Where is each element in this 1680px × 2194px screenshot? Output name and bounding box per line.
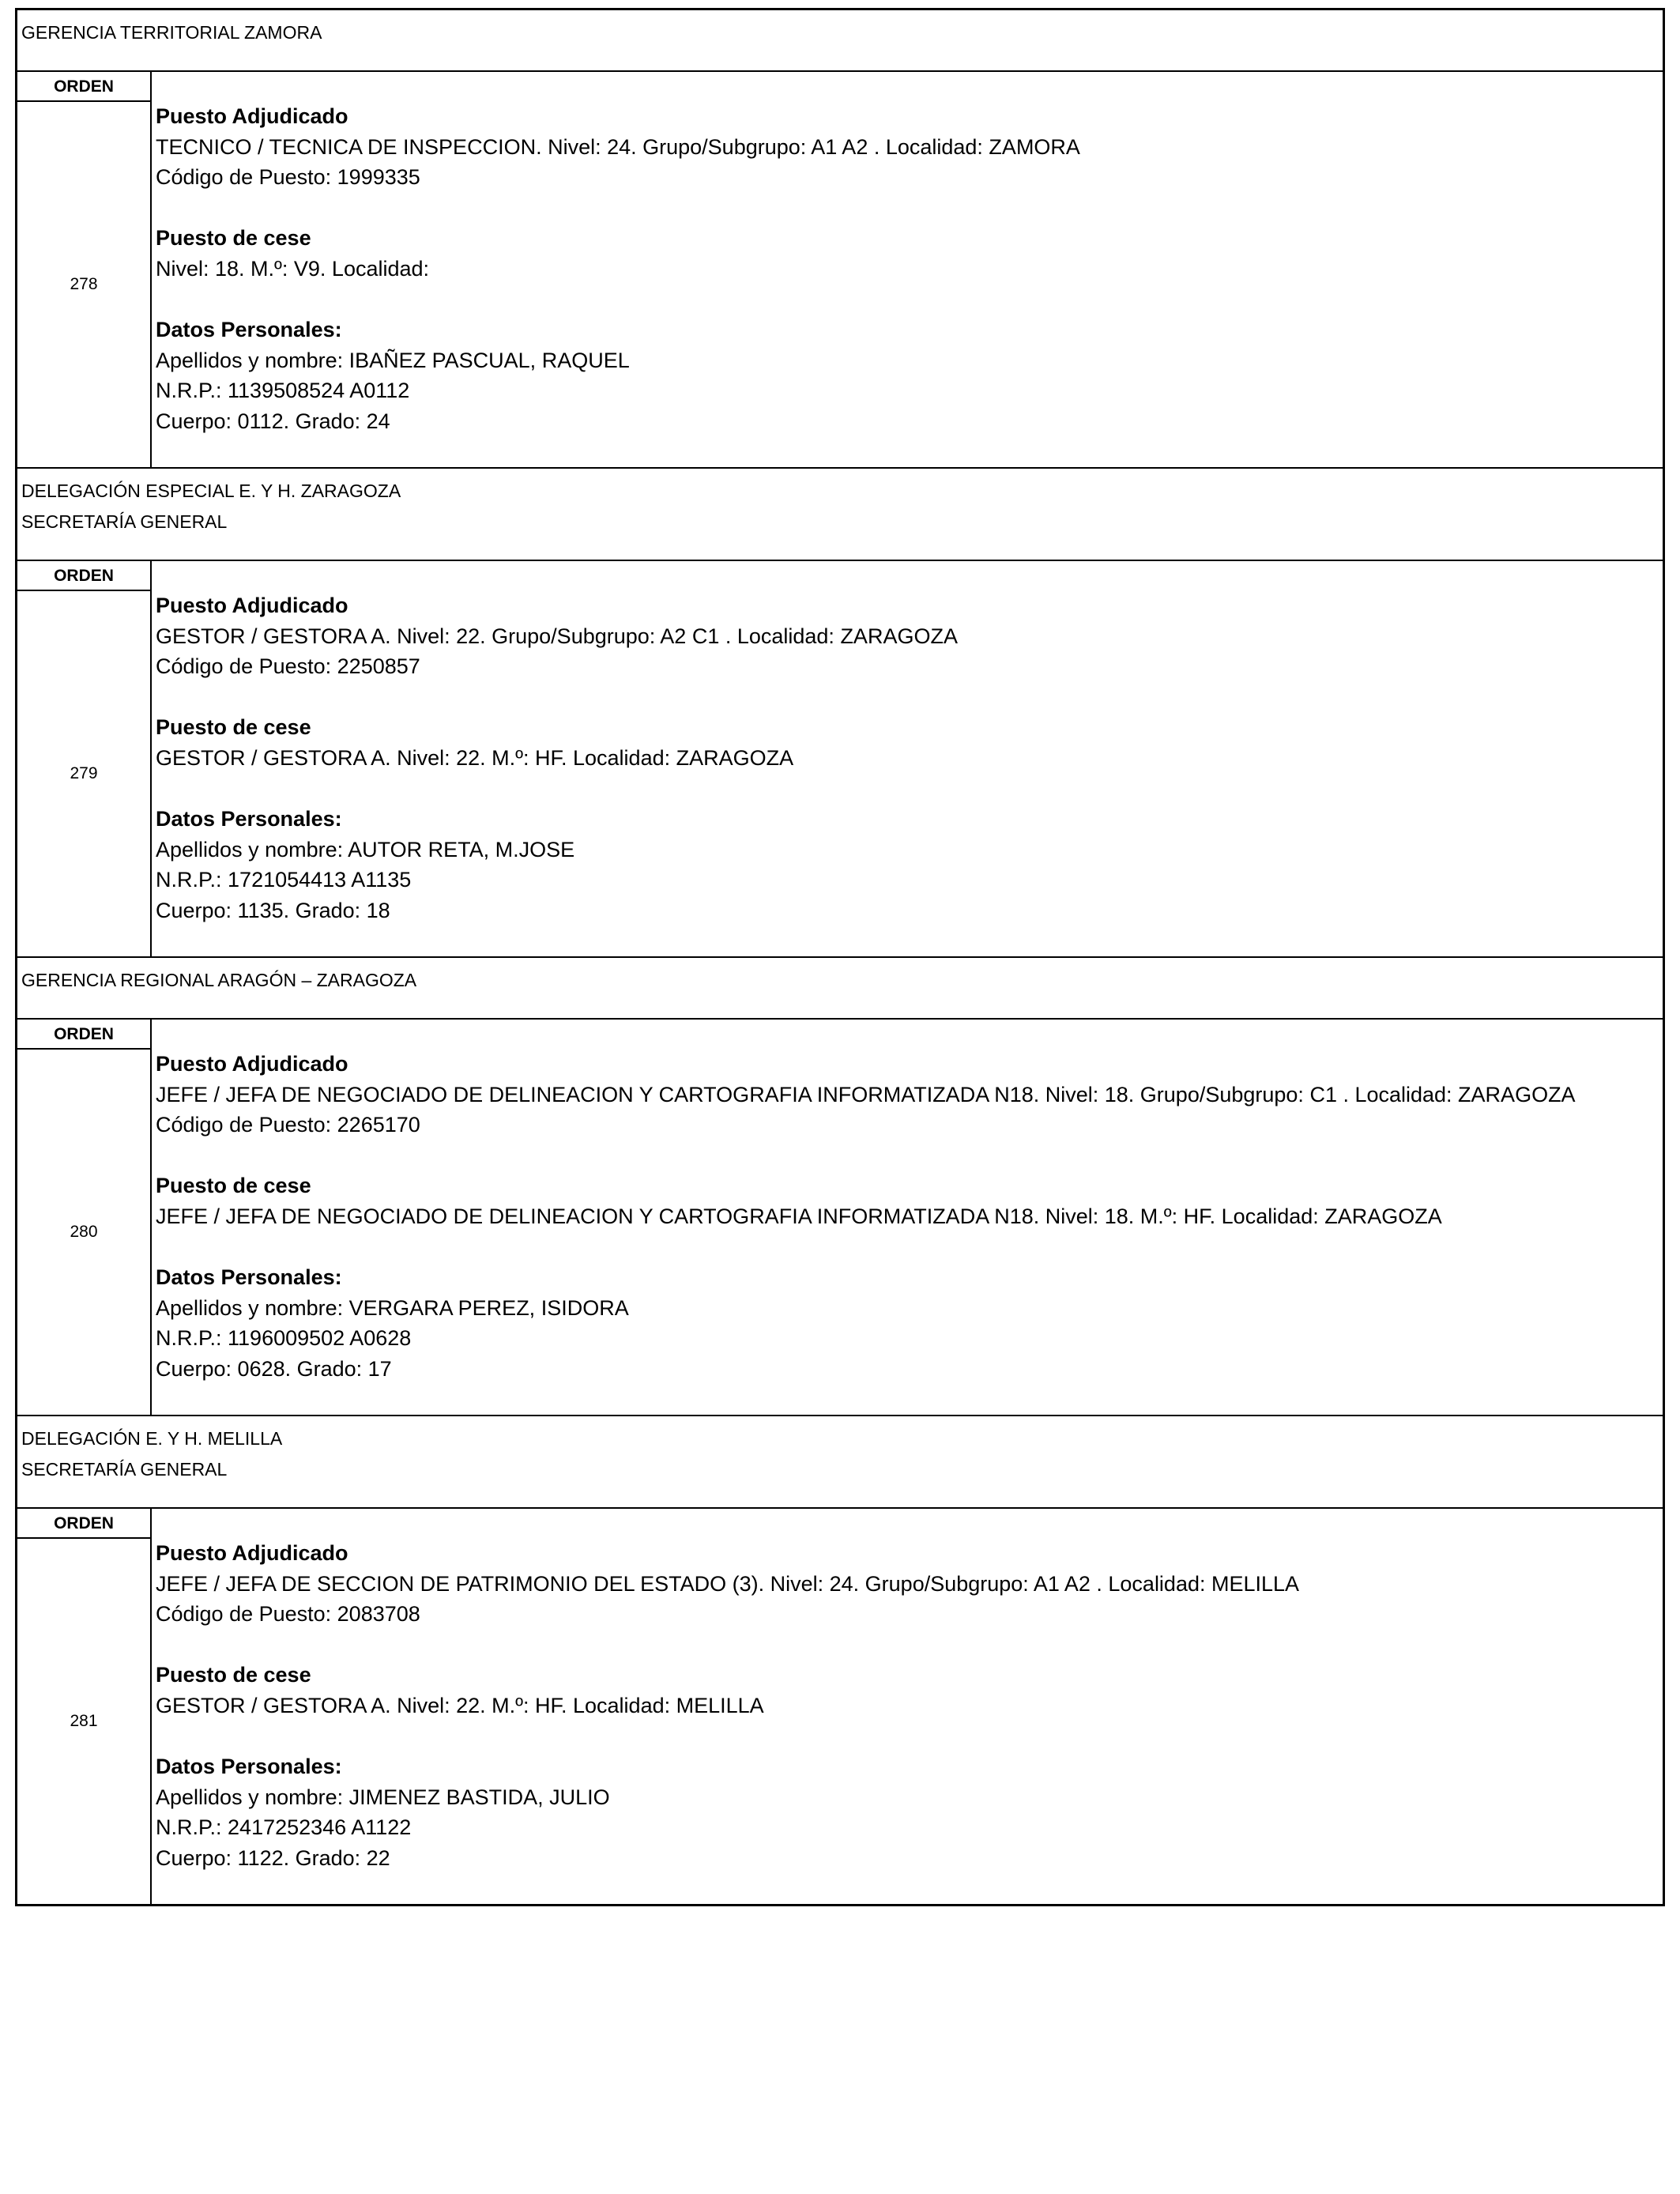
puesto-adjudicado-title: Puesto Adjudicado	[156, 1052, 348, 1076]
section-header	[17, 10, 1663, 72]
apellidos-nombre: Apellidos y nombre: VERGARA PEREZ, ISIDORA	[156, 1295, 629, 1320]
resolution-table	[15, 8, 1665, 1906]
record-content	[152, 1020, 1663, 1415]
section-zaragoza-delegacion	[17, 467, 1663, 956]
apellidos-nombre: Apellidos y nombre: IBAÑEZ PASCUAL, RAQUEL	[156, 348, 630, 372]
orden-number: 281	[70, 1712, 98, 1730]
datos-personales-title: Datos Personales:	[156, 807, 342, 831]
section-melilla	[17, 1415, 1663, 1904]
cuerpo-grado: Cuerpo: 1135. Grado: 18	[156, 898, 390, 922]
cuerpo-grado: Cuerpo: 0628. Grado: 17	[156, 1356, 392, 1381]
cuerpo-grado: Cuerpo: 0112. Grado: 24	[156, 409, 390, 433]
header-line: SECRETARÍA GENERAL	[21, 1459, 228, 1480]
header-line: GERENCIA REGIONAL ARAGÓN – ZARAGOZA	[21, 970, 417, 990]
nrp: N.R.P.: 1721054413 A1135	[156, 868, 412, 892]
section-header	[17, 958, 1663, 1020]
datos-personales-title: Datos Personales:	[156, 1265, 342, 1290]
record-row	[17, 1509, 1663, 1904]
orden-column	[17, 1509, 152, 1904]
puesto-adjudicado-text: TECNICO / TECNICA DE INSPECCION. Nivel: 24. Grupo/Subgrupo: A1 A2 . Localidad: ZAMORA	[156, 134, 1080, 159]
puesto-adjudicado-text: JEFE / JEFA DE NEGOCIADO DE DELINEACION Y CARTOGRAFIA INFORMATIZADA N18. Nivel: 18. Grupo/Subgrupo: C1 . Localidad: ZARAGOZA	[156, 1082, 1576, 1106]
puesto-cese-text: Nivel: 18. M.º: V9. Localidad:	[156, 256, 430, 281]
apellidos-nombre: Apellidos y nombre: JIMENEZ BASTIDA, JULIO	[156, 1785, 610, 1809]
puesto-adjudicado-text: JEFE / JEFA DE SECCION DE PATRIMONIO DEL ESTADO (3). Nivel: 24. Grupo/Subgrupo: A1 A2 . Localidad: MELILLA	[156, 1571, 1300, 1596]
header-line: GERENCIA TERRITORIAL ZAMORA	[21, 22, 322, 43]
header-line: SECRETARÍA GENERAL	[21, 511, 228, 532]
nrp: N.R.P.: 2417252346 A1122	[156, 1815, 412, 1840]
orden-column	[17, 561, 152, 956]
record-content	[152, 1509, 1663, 1904]
puesto-adjudicado-title: Puesto Adjudicado	[156, 594, 348, 617]
puesto-cese-text: GESTOR / GESTORA A. Nivel: 22. M.º: HF. Localidad: MELILLA	[156, 1693, 764, 1717]
section-zamora	[17, 10, 1663, 467]
orden-column	[17, 72, 152, 467]
orden-label: ORDEN	[17, 72, 150, 102]
record-content	[152, 72, 1663, 467]
puesto-cese-text: JEFE / JEFA DE NEGOCIADO DE DELINEACION Y CARTOGRAFIA INFORMATIZADA N18. Nivel: 18. M.º: HF. Localidad: ZARAGOZA	[156, 1204, 1442, 1228]
header-line: DELEGACIÓN ESPECIAL E. Y H. ZARAGOZA	[21, 481, 401, 501]
orden-label: ORDEN	[17, 1509, 150, 1539]
orden-number: 280	[70, 1223, 98, 1241]
section-header	[17, 1416, 1663, 1509]
record-row	[17, 561, 1663, 956]
cuerpo-grado: Cuerpo: 1122. Grado: 22	[156, 1845, 390, 1870]
codigo-puesto: Código de Puesto: 2265170	[156, 1113, 420, 1137]
record-row	[17, 1020, 1663, 1415]
orden-label: ORDEN	[17, 561, 150, 591]
puesto-cese-title: Puesto de cese	[156, 226, 311, 251]
puesto-cese-text: GESTOR / GESTORA A. Nivel: 22. M.º: HF. Localidad: ZARAGOZA	[156, 745, 794, 770]
puesto-adjudicado-text: GESTOR / GESTORA A. Nivel: 22. Grupo/Subgrupo: A2 C1 . Localidad: ZARAGOZA	[156, 624, 958, 648]
orden-number: 278	[70, 275, 98, 293]
puesto-cese-title: Puesto de cese	[156, 1663, 311, 1687]
codigo-puesto: Código de Puesto: 2250857	[156, 654, 420, 679]
header-line: DELEGACIÓN E. Y H. MELILLA	[21, 1428, 283, 1449]
orden-column	[17, 1020, 152, 1415]
codigo-puesto: Código de Puesto: 2083708	[156, 1602, 420, 1627]
nrp: N.R.P.: 1196009502 A0628	[156, 1326, 412, 1351]
orden-number: 279	[70, 764, 98, 782]
nrp: N.R.P.: 1139508524 A0112	[156, 379, 410, 403]
datos-personales-title: Datos Personales:	[156, 1755, 342, 1779]
puesto-adjudicado-title: Puesto Adjudicado	[156, 104, 348, 128]
apellidos-nombre: Apellidos y nombre: AUTOR RETA, M.JOSE	[156, 837, 575, 861]
puesto-cese-title: Puesto de cese	[156, 1174, 311, 1198]
section-aragon	[17, 956, 1663, 1415]
puesto-cese-title: Puesto de cese	[156, 715, 311, 740]
record-content	[152, 561, 1663, 956]
record-row	[17, 72, 1663, 467]
orden-label: ORDEN	[17, 1020, 150, 1050]
puesto-adjudicado-title: Puesto Adjudicado	[156, 1541, 348, 1565]
codigo-puesto: Código de Puesto: 1999335	[156, 165, 420, 190]
section-header	[17, 469, 1663, 561]
datos-personales-title: Datos Personales:	[156, 318, 342, 342]
